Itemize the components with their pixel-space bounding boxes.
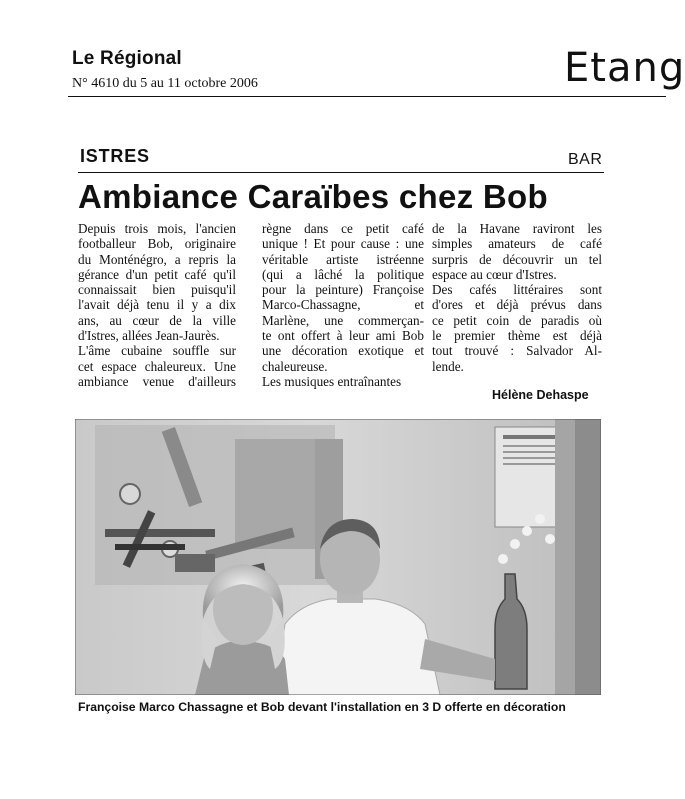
article-column-1 bbox=[78, 221, 236, 389]
column-line: ambiance venue d'ailleurs bbox=[78, 373, 236, 389]
column-line: simples amateurs de café bbox=[432, 236, 602, 252]
issue-line: N° 4610 du 5 au 11 octobre 2006 bbox=[72, 76, 258, 91]
column-line: d'ores et déjà prévus dans bbox=[432, 297, 602, 313]
article-byline: Hélène Dehaspe bbox=[492, 388, 589, 402]
column-line: chaleureuse. bbox=[262, 358, 328, 374]
column-line: surpris de découvrir un tel bbox=[432, 251, 602, 267]
city-kicker: ISTRES bbox=[80, 146, 150, 166]
column-line: L'âme cubaine souffle sur bbox=[78, 343, 236, 359]
column-line: Marco-Chassagne, et bbox=[262, 297, 424, 313]
column-line: ce petit coin de paradis où bbox=[432, 312, 602, 328]
column-line: pour la peinture) Françoise bbox=[262, 282, 424, 298]
article-photo bbox=[75, 419, 601, 695]
column-line: unique ! Et pour cause : une bbox=[262, 236, 424, 252]
column-line: cet espace chaleureux. Une bbox=[78, 358, 236, 374]
column-line: l'avait déjà tenu il y a dix bbox=[78, 297, 236, 313]
photo-caption: Françoise Marco Chassagne et Bob devant l'installation en 3 D offerte en décoration bbox=[78, 700, 566, 714]
column-line: gérance d'un petit café qu'il bbox=[78, 266, 236, 282]
column-line: Marlène, une commerçan- bbox=[262, 312, 424, 328]
column-line: lende. bbox=[432, 358, 464, 374]
article-column-3 bbox=[432, 221, 602, 374]
column-line: te ont offert à leur ami Bob bbox=[262, 328, 424, 344]
column-line: Des cafés littéraires sont bbox=[432, 282, 602, 298]
column-line: footballeur Bob, originaire bbox=[78, 236, 236, 252]
column-line: espace au cœur d'Istres. bbox=[432, 266, 557, 282]
kicker-rule bbox=[78, 172, 604, 173]
column-line: Depuis trois mois, l'ancien bbox=[78, 221, 236, 236]
section-title: Etang bbox=[564, 45, 685, 91]
column-line: de la Havane raviront les bbox=[432, 221, 602, 236]
column-line: ans, au cœur de la ville bbox=[78, 312, 236, 328]
header-rule bbox=[68, 96, 666, 97]
rubric-label: BAR bbox=[568, 151, 603, 168]
column-line: le premier thème est déjà bbox=[432, 328, 602, 344]
column-line: règne dans ce petit café bbox=[262, 221, 424, 236]
article-headline: Ambiance Caraïbes chez Bob bbox=[78, 178, 548, 215]
newspaper-masthead: Le Régional bbox=[72, 48, 182, 69]
column-line: tout trouvé : Salvador Al- bbox=[432, 343, 602, 359]
column-line: (qui a lâché la politique bbox=[262, 266, 424, 282]
column-line: d'Istres, allées Jean-Jaurès. bbox=[78, 328, 220, 344]
column-line: Les musiques entraînantes bbox=[262, 373, 402, 389]
column-line: du Monténégro, a repris la bbox=[78, 251, 236, 267]
column-line: une décoration exotique et bbox=[262, 343, 424, 359]
column-line: connaissait bien puisqu'il bbox=[78, 282, 236, 298]
column-line: véritable artiste istréenne bbox=[262, 251, 424, 267]
article-column-2 bbox=[262, 221, 424, 389]
